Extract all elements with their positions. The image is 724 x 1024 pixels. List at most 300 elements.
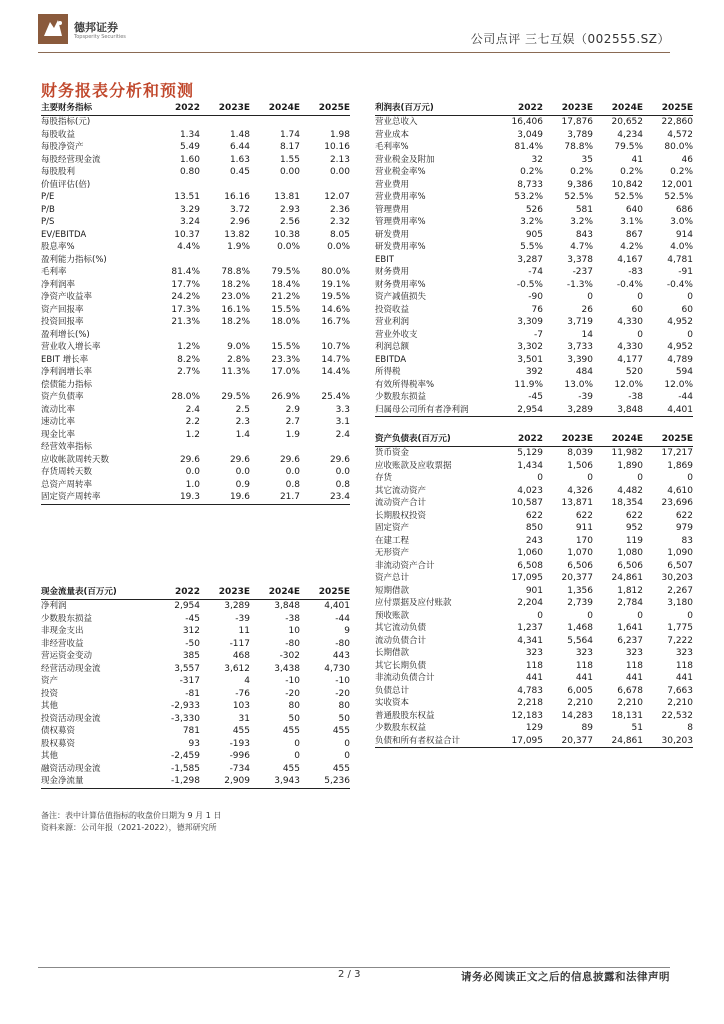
row-value: 26: [581, 304, 593, 315]
row-value: 29.6: [329, 454, 350, 465]
row-value: 6,508: [517, 560, 543, 571]
row-value: 3.2%: [570, 217, 593, 227]
table-row: [375, 154, 693, 167]
row-label: 应付票据及应付账款: [375, 598, 452, 608]
row-value: 118: [625, 660, 643, 671]
row-value: 170: [575, 535, 593, 546]
row-label: 存货: [375, 473, 393, 483]
row-value: -39: [235, 613, 250, 624]
row-value: 2.8%: [227, 354, 250, 365]
table-row: [41, 329, 350, 342]
row-value: 5,564: [567, 635, 593, 646]
row-value: 118: [525, 660, 543, 671]
row-value: 2.4: [185, 404, 200, 415]
row-value: 41: [631, 154, 643, 165]
table-row: [375, 635, 693, 648]
row-value: 0.2%: [520, 167, 543, 177]
row-value: 4,023: [517, 485, 543, 496]
row-value: 23.4: [300, 491, 350, 504]
row-value: 2,210: [567, 698, 593, 708]
row-value: 323: [675, 648, 693, 658]
row-value: 622: [675, 510, 693, 521]
row-value: 0.8: [285, 479, 300, 490]
row-value: 4: [244, 676, 250, 686]
table-row: [41, 650, 350, 663]
row-value: 1,356: [567, 585, 593, 596]
row-value: 5.49: [179, 142, 200, 152]
income-statement-table: [375, 101, 693, 417]
row-value: 1.63: [229, 154, 250, 165]
logo-text-en: Topsperity Securities: [74, 34, 126, 40]
row-value: 3,378: [567, 254, 593, 265]
row-value: 3,049: [517, 129, 543, 140]
row-value: 4.2%: [620, 242, 643, 252]
row-label: 总资产周转率: [41, 479, 93, 490]
table-row: [41, 291, 350, 304]
cash-flow-table: [41, 585, 350, 789]
row-value: 781: [182, 726, 200, 736]
row-value: [300, 254, 350, 267]
row-label: 少数股东权益: [375, 723, 427, 733]
table-row: [375, 329, 693, 342]
table-row: [375, 391, 693, 404]
row-value: 15.5%: [271, 342, 300, 352]
row-label: 净利润增长率: [41, 367, 93, 377]
row-value: 323: [525, 648, 543, 658]
row-label: 长期股权投资: [375, 510, 427, 521]
row-value: 5,236: [300, 775, 350, 788]
row-label: 现金比率: [41, 429, 76, 440]
row-value: 3,719: [567, 317, 593, 327]
row-value: 3,943: [250, 775, 300, 788]
row-value: 6,237: [617, 635, 643, 646]
table-row: [41, 625, 350, 638]
row-value: 13.81: [274, 192, 300, 202]
row-value: 4,482: [617, 485, 643, 496]
row-value: 4,167: [617, 254, 643, 265]
row-value: 385: [182, 651, 200, 661]
row-value: -3,330: [170, 713, 200, 724]
row-label: 所得税: [375, 367, 401, 377]
row-value: 20,377: [543, 735, 593, 748]
logo-text-cn: 德邦证券: [74, 21, 118, 34]
row-value: 2.7: [285, 417, 300, 427]
row-value: 46: [681, 154, 693, 165]
row-value: 30,203: [643, 735, 693, 748]
row-value: 10.16: [324, 142, 350, 152]
row-value: 14.7%: [321, 354, 350, 365]
note-valuation-date: 备注：表中计算估值指标的收盘价日期为 9 月 1 日: [41, 811, 222, 820]
table-row: [41, 763, 350, 776]
row-label: EV/EBITDA: [41, 229, 87, 240]
table-row: [375, 597, 693, 610]
row-value: [150, 254, 200, 267]
footer-divider: [38, 967, 670, 968]
table-header-row: [375, 432, 693, 447]
row-value: 4.7%: [570, 242, 593, 252]
row-value: 952: [625, 523, 643, 533]
table-row: [41, 416, 350, 429]
table-row: [375, 460, 693, 473]
row-value: 18.2%: [221, 279, 250, 290]
row-value: 1,090: [667, 548, 693, 558]
row-value: 9,386: [567, 179, 593, 190]
row-label: 营业利润: [375, 317, 410, 327]
row-value: 1,237: [517, 623, 543, 633]
row-value: 50: [338, 713, 350, 724]
row-value: 1,468: [567, 623, 593, 633]
row-value: -2,459: [170, 751, 200, 761]
row-label: 资产减值损失: [375, 292, 427, 302]
table-row: [41, 379, 350, 392]
table-row: [41, 675, 350, 688]
row-value: 2.96: [229, 217, 250, 227]
row-label: 非经营收益: [41, 638, 84, 649]
row-value: 3,309: [517, 317, 543, 327]
row-label: P/E: [41, 192, 55, 202]
table-row: [375, 547, 693, 560]
row-value: [150, 441, 200, 454]
row-value: 8,039: [567, 448, 593, 458]
row-value: 80: [338, 701, 350, 711]
table-row: [41, 391, 350, 404]
row-value: 4,330: [617, 342, 643, 352]
row-label: 研发费用率%: [375, 242, 426, 252]
row-value: 2,210: [667, 698, 693, 708]
row-value: 0: [294, 751, 300, 761]
row-value: 5,129: [517, 448, 543, 458]
table-row: [375, 622, 693, 635]
row-value: 3,289: [543, 404, 593, 417]
row-label: 投资活动现金流: [41, 713, 101, 724]
row-label: 毛利率: [41, 267, 67, 277]
table-row: [375, 379, 693, 392]
row-value: 0.2%: [620, 167, 643, 177]
row-value: 20,652: [611, 117, 643, 127]
row-value: 12.0%: [664, 379, 693, 390]
row-value: [150, 179, 200, 192]
row-value: -50: [185, 638, 200, 649]
row-value: -10: [285, 676, 300, 686]
table-row: [41, 279, 350, 292]
year-header: 2025E: [300, 585, 350, 600]
row-value: 1,060: [517, 548, 543, 558]
row-value: 0.2%: [670, 167, 693, 177]
row-label: 股息率%: [41, 242, 75, 252]
row-value: 3.3: [335, 404, 350, 415]
table-row: [375, 560, 693, 573]
row-value: 0: [687, 292, 693, 302]
row-value: 19.3: [150, 491, 200, 504]
row-value: 1.55: [279, 154, 300, 165]
row-value: 8,733: [517, 179, 543, 190]
table-row: [41, 479, 350, 492]
row-label: 股权募资: [41, 738, 76, 749]
row-value: 10: [288, 626, 300, 636]
row-value: 2,954: [493, 404, 543, 417]
row-value: 0.0: [235, 467, 250, 477]
row-value: 76: [531, 304, 543, 315]
row-value: 11,982: [611, 448, 643, 458]
row-value: 18,354: [611, 498, 643, 508]
row-value: 2,739: [567, 598, 593, 608]
row-label: 每股收益: [41, 129, 76, 140]
row-value: 0: [344, 738, 350, 749]
row-value: 4.0%: [670, 242, 693, 252]
row-value: [250, 254, 300, 267]
row-value: 0: [687, 473, 693, 483]
row-label: 归属母公司所有者净利润: [375, 404, 493, 417]
row-value: 29.6: [279, 454, 300, 465]
table-row: [375, 279, 693, 292]
row-label: 其他: [41, 751, 59, 761]
row-value: 4.4%: [177, 242, 200, 252]
table-row: [41, 154, 350, 167]
row-value: 11.3%: [221, 367, 250, 377]
row-value: 29.6: [229, 454, 250, 465]
row-value: 441: [675, 673, 693, 683]
table-row: [41, 404, 350, 417]
row-value: 25.4%: [321, 392, 350, 402]
row-value: -20: [285, 688, 300, 699]
row-value: 6,506: [567, 560, 593, 571]
row-value: 12,001: [661, 179, 693, 190]
row-value: 103: [232, 701, 250, 711]
table-row: [375, 610, 693, 623]
row-value: 1.9: [285, 429, 300, 440]
row-value: 901: [525, 585, 543, 596]
row-value: 26.9%: [271, 392, 300, 402]
table-row: [375, 179, 693, 192]
table-row: [375, 241, 693, 254]
row-label: 盈利能力指标(%): [41, 254, 107, 265]
year-header: 2022: [493, 432, 543, 447]
table-row: [375, 404, 693, 417]
row-value: 20,377: [561, 573, 593, 583]
row-value: [300, 179, 350, 192]
row-label: 营业成本: [375, 129, 410, 140]
row-label: 流动资产合计: [375, 498, 427, 508]
table-row: [375, 291, 693, 304]
row-value: 0: [637, 610, 643, 621]
row-label: 营业费用率%: [375, 192, 426, 202]
row-value: 89: [581, 723, 593, 733]
row-value: 13.51: [174, 192, 200, 202]
table-row: [375, 341, 693, 354]
row-value: 2.2: [185, 417, 200, 427]
row-value: 52.5%: [614, 192, 643, 202]
row-value: 29.5%: [221, 392, 250, 402]
row-value: 581: [575, 204, 593, 215]
row-value: 16.16: [224, 192, 250, 202]
row-value: 622: [575, 510, 593, 521]
row-label: 财务费用率%: [375, 279, 426, 290]
row-label: 现金净流量: [41, 775, 150, 788]
table-row: [41, 116, 350, 129]
row-value: -91: [678, 267, 693, 277]
table-title: 主要财务指标: [41, 101, 150, 116]
row-value: 2.56: [279, 217, 300, 227]
row-value: 8.05: [329, 229, 350, 240]
row-value: 14.6%: [321, 304, 350, 315]
row-value: 4,789: [667, 354, 693, 365]
row-value: 4,572: [667, 129, 693, 140]
row-label: 融资活动现金流: [41, 763, 101, 774]
row-value: 323: [575, 648, 593, 658]
balance-sheet-table: [375, 432, 693, 748]
row-value: -317: [179, 676, 200, 686]
row-value: 16,406: [511, 117, 543, 127]
row-value: 17.7%: [171, 279, 200, 290]
row-value: 51: [631, 723, 643, 733]
row-value: [250, 441, 300, 454]
row-label: 少数股东损益: [375, 392, 427, 402]
table-row: [41, 229, 350, 242]
row-value: 18.0%: [271, 317, 300, 327]
row-value: [250, 179, 300, 192]
row-value: [200, 179, 250, 192]
row-value: -193: [229, 738, 250, 749]
row-value: 441: [525, 673, 543, 683]
row-value: 22,532: [661, 710, 693, 721]
row-value: -44: [335, 613, 350, 624]
row-value: 15.5%: [271, 304, 300, 315]
row-value: 441: [575, 673, 593, 683]
row-label: P/B: [41, 204, 55, 215]
row-value: 468: [232, 651, 250, 661]
row-value: 4,401: [643, 404, 693, 417]
row-value: -81: [185, 688, 200, 699]
row-value: 8: [687, 723, 693, 733]
row-value: -2,933: [170, 701, 200, 711]
row-value: 1.60: [179, 154, 200, 165]
row-value: 22,860: [661, 117, 693, 127]
row-value: 323: [625, 648, 643, 658]
row-value: 3,501: [517, 354, 543, 365]
row-value: 0: [537, 610, 543, 621]
row-value: -20: [335, 688, 350, 699]
row-value: 2,218: [517, 698, 543, 708]
row-value: 0.45: [229, 167, 250, 177]
row-label: 投资: [41, 688, 59, 699]
table-row: [375, 366, 693, 379]
row-value: 4,401: [324, 601, 350, 611]
row-value: -734: [229, 763, 250, 774]
row-value: 129: [525, 723, 543, 733]
row-value: [300, 329, 350, 342]
row-value: [250, 116, 300, 129]
row-value: 2.7%: [177, 367, 200, 377]
row-value: -80: [335, 638, 350, 649]
table-row: [41, 750, 350, 763]
row-label: 应收帐款周转天数: [41, 454, 110, 465]
row-value: [300, 379, 350, 392]
row-label: 其它长期负债: [375, 660, 427, 671]
row-value: -74: [528, 267, 543, 277]
row-value: 0.80: [179, 167, 200, 177]
row-value: 1.2%: [177, 342, 200, 352]
row-value: 2.93: [279, 204, 300, 215]
row-value: 1,506: [567, 460, 593, 471]
row-label: 每股经营现金流: [41, 154, 101, 165]
table-row: [41, 713, 350, 726]
row-label: 投资回报率: [41, 317, 84, 327]
row-value: 24,861: [593, 735, 643, 748]
row-value: 3,180: [667, 598, 693, 608]
row-value: 14,283: [561, 710, 593, 721]
row-value: -7: [534, 329, 543, 340]
row-value: 843: [575, 229, 593, 240]
logo: [38, 14, 178, 44]
table-row: [375, 697, 693, 710]
row-value: 526: [525, 204, 543, 215]
row-value: 392: [525, 367, 543, 377]
table-row: [41, 738, 350, 751]
row-value: -39: [578, 392, 593, 402]
row-value: 18,131: [611, 710, 643, 721]
table-row: [41, 354, 350, 367]
row-value: 118: [575, 660, 593, 671]
row-value: 4,952: [667, 317, 693, 327]
row-value: 80: [288, 701, 300, 711]
row-value: 9.0%: [227, 342, 250, 352]
year-header: 2025E: [643, 101, 693, 116]
row-label: 净资产收益率: [41, 292, 93, 302]
year-header: 2022: [493, 101, 543, 116]
row-value: 16.7%: [321, 317, 350, 327]
row-label: 债权募资: [41, 726, 76, 736]
row-value: 9: [344, 626, 350, 636]
row-value: 93: [188, 738, 200, 749]
row-label: 毛利率%: [375, 142, 409, 152]
row-value: -10: [335, 676, 350, 686]
row-value: [300, 116, 350, 129]
row-value: 6.44: [229, 142, 250, 152]
row-label: 营业费用: [375, 179, 410, 190]
row-value: [200, 329, 250, 342]
row-label: 存货周转天数: [41, 467, 93, 477]
disclaimer: 请务必阅读正文之后的信息披露和法律声明: [461, 971, 670, 983]
row-value: 2,954: [174, 601, 200, 611]
row-label: 资产回报率: [41, 304, 84, 315]
row-value: 10.38: [274, 229, 300, 240]
table-row: [41, 688, 350, 701]
row-value: -302: [279, 651, 300, 661]
row-value: 850: [525, 523, 543, 533]
row-value: -0.4%: [616, 279, 643, 290]
row-value: 23.3%: [271, 354, 300, 365]
row-value: 14.4%: [321, 367, 350, 377]
row-value: 0.0: [335, 467, 350, 477]
row-value: 2,210: [617, 698, 643, 708]
table-row: [41, 266, 350, 279]
row-value: 455: [232, 726, 250, 736]
table-row: [41, 304, 350, 317]
row-value: 12.0%: [614, 379, 643, 390]
row-label: EBITDA: [375, 354, 407, 365]
row-label: 营业收入增长率: [41, 342, 101, 352]
year-header: 2022: [150, 585, 200, 600]
row-value: 0.0%: [327, 242, 350, 252]
year-header: 2025E: [300, 101, 350, 116]
row-label: 负债总计: [375, 685, 410, 696]
table-row: [41, 775, 350, 788]
row-value: 979: [675, 523, 693, 533]
row-value: 1,434: [517, 460, 543, 471]
row-value: 21.7: [250, 491, 300, 504]
row-value: 914: [675, 229, 693, 240]
row-value: 4,781: [667, 254, 693, 265]
